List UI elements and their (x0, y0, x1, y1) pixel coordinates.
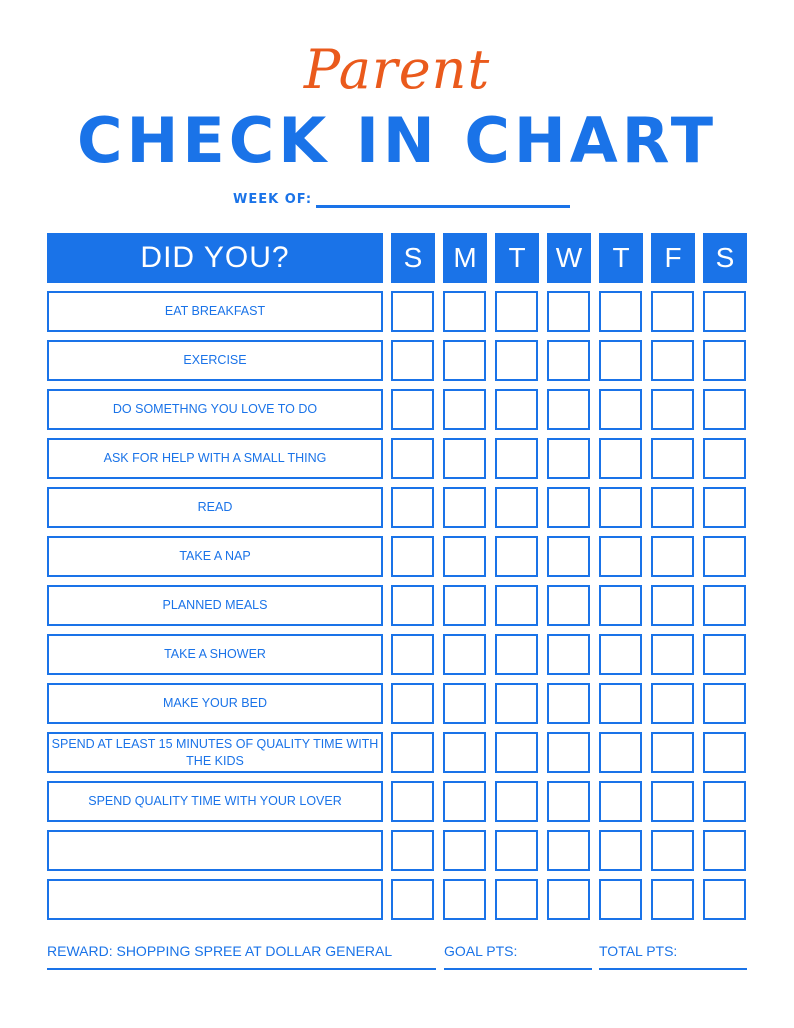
check-box[interactable] (443, 536, 486, 577)
day-header: F (651, 233, 695, 283)
check-box[interactable] (547, 536, 590, 577)
task-row-label: MAKE YOUR BED (47, 683, 383, 724)
check-box[interactable] (443, 634, 486, 675)
goal-points-label: GOAL PTS: (444, 943, 518, 959)
check-box[interactable] (703, 536, 746, 577)
check-box[interactable] (651, 830, 694, 871)
check-box[interactable] (547, 291, 590, 332)
check-box[interactable] (495, 634, 538, 675)
total-points-line (599, 968, 747, 970)
check-box[interactable] (547, 781, 590, 822)
goal-points-line (444, 968, 592, 970)
check-box[interactable] (599, 438, 642, 479)
check-box[interactable] (651, 340, 694, 381)
check-box[interactable] (703, 683, 746, 724)
reward-label: REWARD: SHOPPING SPREE AT DOLLAR GENERAL (47, 943, 393, 959)
check-box[interactable] (391, 438, 434, 479)
check-box[interactable] (391, 732, 434, 773)
check-box[interactable] (599, 340, 642, 381)
check-box[interactable] (703, 438, 746, 479)
task-row-label: ASK FOR HELP WITH A SMALL THING (47, 438, 383, 479)
check-box[interactable] (495, 438, 538, 479)
task-row-label: EAT BREAKFAST (47, 291, 383, 332)
check-box[interactable] (547, 585, 590, 626)
task-row-label: SPEND QUALITY TIME WITH YOUR LOVER (47, 781, 383, 822)
check-box[interactable] (547, 487, 590, 528)
check-box[interactable] (651, 879, 694, 920)
check-box[interactable] (599, 879, 642, 920)
check-box[interactable] (495, 683, 538, 724)
check-box[interactable] (495, 389, 538, 430)
check-box[interactable] (651, 536, 694, 577)
reward-line (47, 968, 436, 970)
task-column-header: DID YOU? (47, 233, 383, 283)
check-box[interactable] (443, 830, 486, 871)
task-row-label: TAKE A NAP (47, 536, 383, 577)
check-box[interactable] (599, 634, 642, 675)
check-box[interactable] (651, 291, 694, 332)
task-row-label (47, 879, 383, 920)
check-box[interactable] (443, 389, 486, 430)
task-row-label: READ (47, 487, 383, 528)
check-box[interactable] (547, 732, 590, 773)
check-box[interactable] (495, 830, 538, 871)
check-box[interactable] (599, 683, 642, 724)
task-row-label: DO SOMETHNG YOU LOVE TO DO (47, 389, 383, 430)
check-box[interactable] (443, 879, 486, 920)
check-box[interactable] (703, 389, 746, 430)
check-box[interactable] (443, 438, 486, 479)
check-box[interactable] (495, 536, 538, 577)
check-box[interactable] (391, 683, 434, 724)
check-box[interactable] (495, 781, 538, 822)
check-box[interactable] (443, 781, 486, 822)
check-box[interactable] (391, 389, 434, 430)
check-box[interactable] (495, 487, 538, 528)
check-box[interactable] (495, 879, 538, 920)
check-box[interactable] (443, 340, 486, 381)
day-header: S (703, 233, 747, 283)
check-box[interactable] (443, 291, 486, 332)
check-box[interactable] (651, 683, 694, 724)
check-box[interactable] (599, 487, 642, 528)
check-box[interactable] (599, 291, 642, 332)
task-row-label: PLANNED MEALS (47, 585, 383, 626)
check-box[interactable] (391, 340, 434, 381)
check-box[interactable] (391, 585, 434, 626)
task-row-label: TAKE A SHOWER (47, 634, 383, 675)
check-box[interactable] (391, 291, 434, 332)
check-box[interactable] (703, 879, 746, 920)
check-box[interactable] (599, 389, 642, 430)
page-title: CHECK IN CHART (76, 104, 718, 177)
check-box[interactable] (495, 291, 538, 332)
task-row-label (47, 830, 383, 871)
check-box[interactable] (651, 634, 694, 675)
check-box[interactable] (703, 487, 746, 528)
check-box[interactable] (495, 340, 538, 381)
check-box[interactable] (443, 585, 486, 626)
check-box[interactable] (495, 585, 538, 626)
check-box[interactable] (703, 340, 746, 381)
day-header: W (547, 233, 591, 283)
check-box[interactable] (651, 487, 694, 528)
check-box[interactable] (547, 634, 590, 675)
week-of-line (316, 205, 570, 208)
check-box[interactable] (651, 732, 694, 773)
day-header: M (443, 233, 487, 283)
check-box[interactable] (547, 340, 590, 381)
check-box[interactable] (599, 830, 642, 871)
check-box[interactable] (391, 830, 434, 871)
check-box[interactable] (599, 732, 642, 773)
day-header: S (391, 233, 435, 283)
check-box[interactable] (703, 634, 746, 675)
check-box[interactable] (651, 781, 694, 822)
check-box[interactable] (651, 585, 694, 626)
check-box[interactable] (391, 634, 434, 675)
total-points-label: TOTAL PTS: (599, 943, 678, 959)
check-box[interactable] (703, 732, 746, 773)
check-box[interactable] (703, 830, 746, 871)
check-box[interactable] (391, 781, 434, 822)
check-box[interactable] (547, 879, 590, 920)
check-box[interactable] (443, 683, 486, 724)
check-box[interactable] (703, 291, 746, 332)
check-box[interactable] (391, 487, 434, 528)
week-of-label: WEEK OF: (233, 192, 313, 207)
check-box[interactable] (599, 781, 642, 822)
check-box[interactable] (443, 732, 486, 773)
check-box[interactable] (443, 487, 486, 528)
check-box[interactable] (547, 438, 590, 479)
check-box[interactable] (703, 781, 746, 822)
check-box[interactable] (391, 879, 434, 920)
check-box[interactable] (703, 585, 746, 626)
subtitle-script: Parent (303, 38, 491, 101)
check-box[interactable] (391, 536, 434, 577)
check-box[interactable] (495, 732, 538, 773)
day-header: T (495, 233, 539, 283)
check-box[interactable] (651, 438, 694, 479)
check-box[interactable] (547, 683, 590, 724)
check-box[interactable] (547, 830, 590, 871)
check-box[interactable] (547, 389, 590, 430)
check-box[interactable] (599, 536, 642, 577)
check-box[interactable] (651, 389, 694, 430)
task-row-label: SPEND AT LEAST 15 MINUTES OF QUALITY TIME WITH THE KIDS (47, 732, 383, 773)
check-box[interactable] (599, 585, 642, 626)
task-row-label: EXERCISE (47, 340, 383, 381)
day-header: T (599, 233, 643, 283)
